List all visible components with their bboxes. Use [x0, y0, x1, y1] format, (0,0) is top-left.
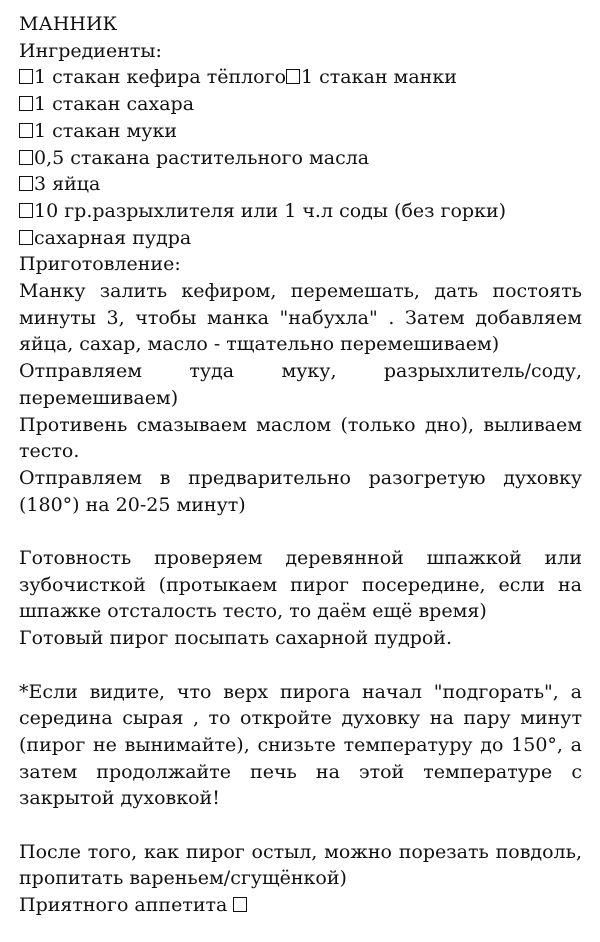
checkbox-icon — [19, 123, 33, 138]
step-paragraph: Готовый пирог посыпать сахарной пудрой. — [19, 627, 452, 650]
blank-line — [19, 518, 582, 545]
ingredient-item: 10 гр.разрыхлителя или 1 ч.л соды (без горки) — [19, 198, 582, 225]
ingredient-item: сахарная пудра — [19, 225, 582, 252]
emoji-placeholder-icon — [233, 897, 247, 912]
checkbox-icon — [19, 96, 33, 111]
blank-line — [19, 652, 582, 679]
ingredient-item: 1 стакан муки — [19, 118, 582, 145]
recipe-document — [19, 11, 582, 919]
checkbox-icon — [19, 176, 33, 191]
ingredient-item: 1 стакан сахара — [19, 91, 582, 118]
checkbox-icon — [286, 69, 300, 84]
preparation-heading: Приготовление: — [19, 253, 181, 276]
ingredient-kefir: 1 стакан кефира тёплого — [34, 66, 287, 89]
checkbox-icon — [19, 230, 33, 245]
closing-text: Приятного аппетита — [19, 894, 228, 917]
step-paragraph: Противень смазываем маслом (только дно), выливаем тесто. — [19, 413, 582, 463]
step-paragraph: Отправляем в предварительно разогретую духовку (180°) на 20-25 минут) — [19, 466, 582, 516]
recipe-title: МАННИК — [19, 13, 118, 35]
warning-note: *Если видите, что верх пирога начал "подгорать", а середина сырая , то откройте духовку на пару минут (пирог не вынимайте), снизьте температуру до 150°, а затем продолжайте печь на этой температуре с закрытой духовкой! — [19, 680, 582, 810]
step-paragraph: После того, как пирог остыл, можно порезать повдоль, пропитать вареньем/сгущёнкой) — [19, 840, 582, 890]
ingredient-item: 3 яйца — [19, 171, 582, 198]
checkbox-icon — [19, 69, 33, 84]
ingredients-heading: Ингредиенты: — [19, 39, 162, 62]
ingredient-item: 0,5 стакана растительного масла — [19, 145, 582, 172]
closing-line — [19, 892, 582, 919]
step-paragraph: Манку залить кефиром, перемешать, дать постоять минуты 3, чтобы манка "набухла" . Затем добавляем яйца, сахар, масло - тщательно перемешиваем) — [19, 280, 582, 356]
step-paragraph: Готовность проверяем деревянной шпажкой или зубочисткой (протыкаем пирог посередине, если на шпажке отсталость тесто, то даём ещё время) — [19, 547, 582, 623]
step-paragraph: Отправляем туда муку, разрыхлитель/соду, перемешиваем) — [19, 360, 582, 409]
ingredient-line-1 — [19, 64, 582, 91]
blank-line — [19, 812, 582, 839]
checkbox-icon — [19, 150, 33, 165]
ingredient-semolina: 1 стакан манки — [301, 66, 457, 89]
checkbox-icon — [19, 203, 33, 218]
